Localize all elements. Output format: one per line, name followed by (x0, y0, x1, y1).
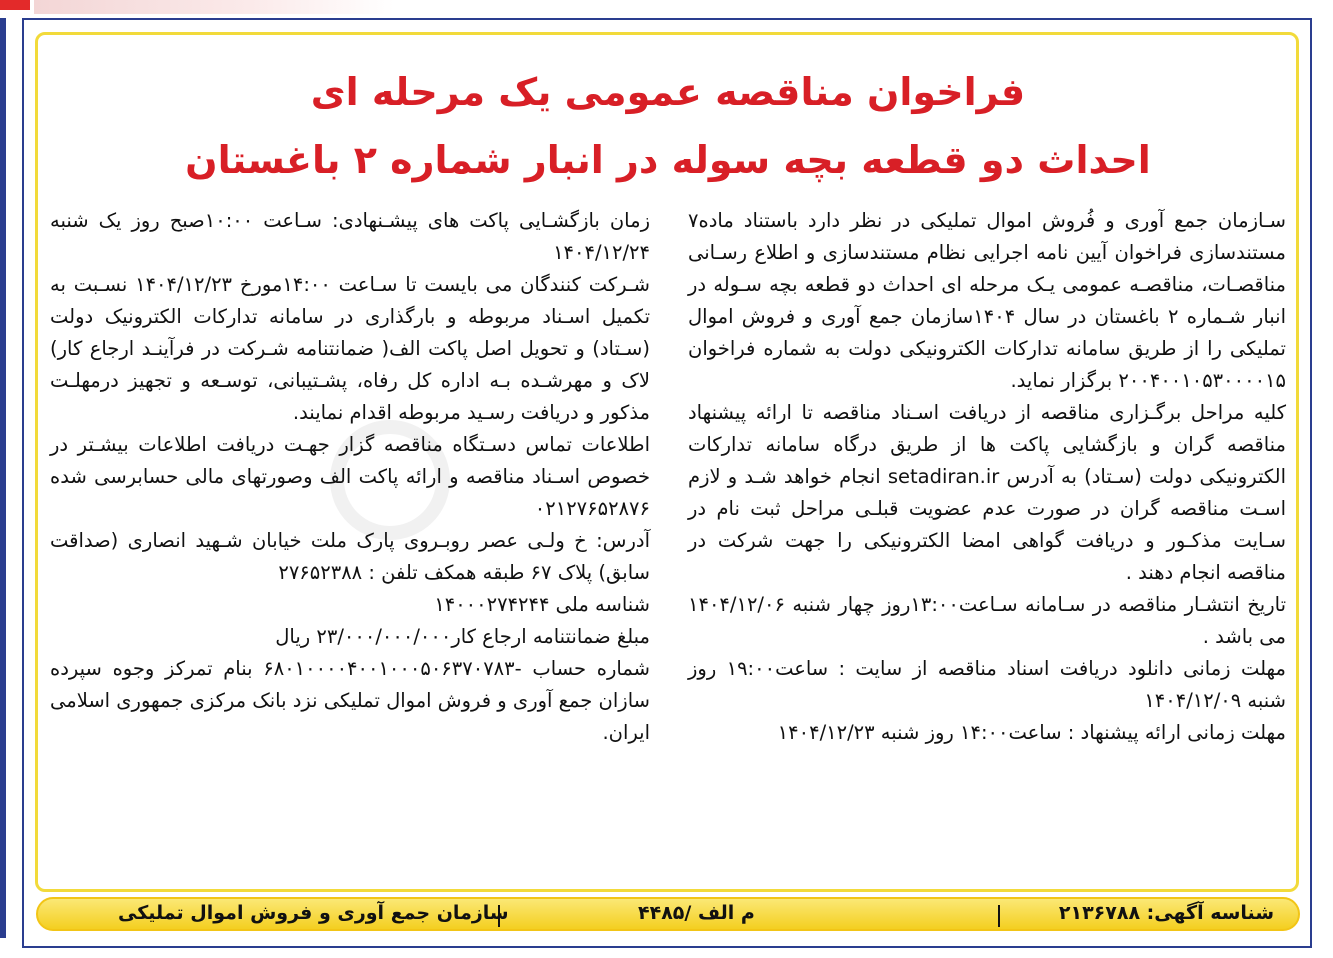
paragraph-address: آدرس: خ ولـی عصر روبـروی پارک ملت خیابان شـهید انصاری (صداقت سابق) پلاک ۶۷ طبقه همکف تلفن : ۲۷۶۵۲۳۸۸ (50, 529, 650, 584)
footer-divider (998, 905, 1000, 927)
paragraph-download-deadline: مهلت زمانی دانلود دریافت اسناد مناقصه از سایت : ساعت۱۹:۰۰ روز شنبه ۱۴۰۴/۱۲/۰۹ (688, 657, 1286, 712)
right-column (688, 205, 1286, 749)
ad-footer (36, 897, 1300, 931)
paragraph-publish-date: تاریخ انتشـار مناقصه در سـامانه سـاعت۱۳:۰۰روز چهار شنبه ۱۴۰۴/۱۲/۰۶ می باشد . (688, 593, 1286, 648)
paragraph-national-id: شناسه ملی ۱۴۰۰۰۲۷۴۲۴۴ (434, 593, 650, 616)
ad-title-line2: احداث دو قطعه بچه سوله در انبار شماره ۲ باغستان (185, 138, 1151, 182)
brand-mark (0, 0, 30, 10)
paragraph-participants: شـرکت کنندگان می بایست تا سـاعت ۱۴:۰۰مورخ ۱۴۰۴/۱۲/۲۳ نسـبت به تکمیل اسـناد مربوطه و بارگذاری در سامانه تدارکات الکترونیک دولت (سـتاد) و تحویل اصل پاکت الف( ضمانتنامه شـرکت در فرآینـد ارجاع کار) لاک و مهرشـده بـه اداره کل رفاه، پشـتیبانی، توسـعه و تجهیز درمهلـت مذکور و دریافت رسـید مربوطه اقدام نمایند. (50, 273, 650, 424)
left-column (50, 205, 650, 749)
paragraph-account: شماره حساب -۶۸۰۱۰۰۰۰۴۰۰۱۰۰۰۵۰۶۳۷۰۷۸۳ بنام تمرکز وجوه سپرده سازان جمع آوری و فروش اموال تملیکی نزد بانک مرکزی جمهوری اسلامی ایران. (50, 657, 650, 744)
paragraph-guarantee-amount: مبلغ ضمانتنامه ارجاع کار۲۳/۰۰۰/۰۰۰/۰۰۰ ریال (275, 625, 650, 648)
top-strip (0, 0, 1333, 18)
left-edge-bar (0, 18, 6, 938)
paragraph-process: کلیه مراحل برگـزاری مناقصه از دریافت اسـناد مناقصه تا ارائه پیشنهاد مناقصه گران و بازگشایی پاکت ها از طریق درگاه سامانه تدارکات الکترونیکی دولت (سـتاد) به آدرس setadiran.ir انجام خواهد شـد و لازم اسـت مناقصه گران در صورت عدم عضویت قبلـی مراحل ثبت نام در سـایت مذکـور و دریافت گواهی امضا الکترونیکی را جهت شرکت در مناقصه انجام دهند . (688, 401, 1286, 584)
ad-reference: م الف /۴۴۸۵ (638, 902, 755, 924)
paragraph-contact: اطلاعات تماس دسـتگاه مناقصه گزار جهـت دریافت اطلاعات بیشـتر در خصوص اسـناد مناقصه و ارائه پاکت الف وصورتهای مالی حسابرسی شده ۰۲۱۲۷۶۵۲۸۷۶ (50, 433, 650, 520)
paragraph-submit-deadline: مهلت زمانی ارائه پیشنهاد : ساعت۱۴:۰۰ روز شنبه ۱۴۰۴/۱۲/۲۳ (777, 721, 1286, 744)
ad-title-line1: فراخوان مناقصه عمومی یک مرحله ای (310, 70, 1026, 114)
paragraph-opening-time: زمان بازگشـایی پاکت های پیشـنهادی: سـاعت ۱۰:۰۰صبح روز یک شنبه ۱۴۰۴/۱۲/۲۴ (50, 209, 650, 264)
paragraph-intro: سـازمان جمع آوری و فُروش اموال تملیکی در نظر دارد باستناد ماده۷ مستندسازی فراخوان آیین نامه اجرایی نظام مستندسازی و اطلاع رسـانی مناقصـات، مناقصـه عمومی یـک مرحله ای احداث دو قطعه بچه سـوله در انبار شـماره ۲ باغستان در سال ۱۴۰۴سازمان جمع آوری و فروش اموال تملیکی را از طریق سامانه تدارکات الکترونیکی دولت به شماره فراخوان ۲۰۰۴۰۰۱۰۵۳۰۰۰۰۱۵ برگزار نماید. (688, 209, 1287, 392)
ad-id-label: شناسه آگهی: ۲۱۳۶۷۸۸ (1058, 902, 1274, 924)
faded-header (34, 0, 394, 14)
ad-organization: سازمان جمع آوری و فروش اموال تملیکی (118, 902, 509, 924)
